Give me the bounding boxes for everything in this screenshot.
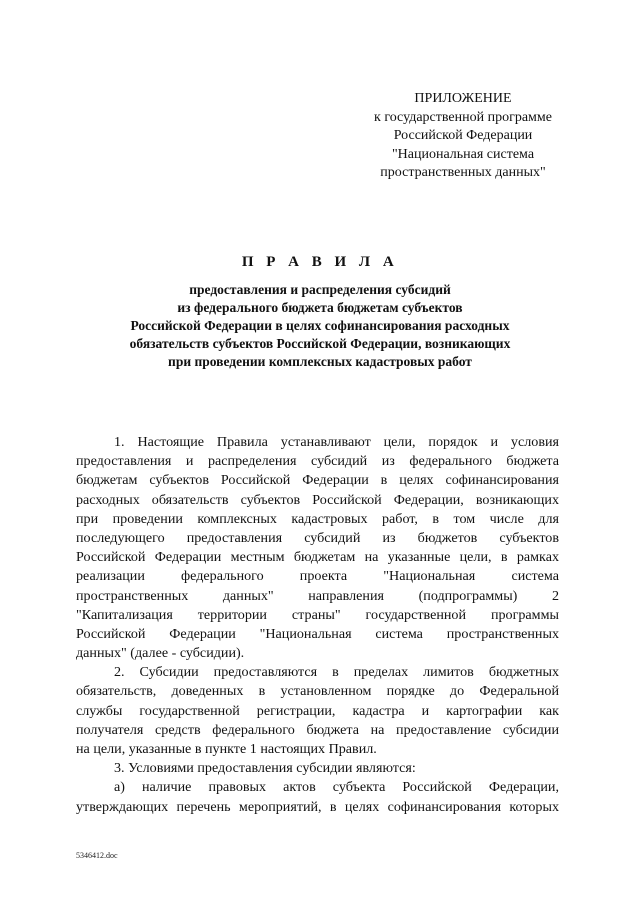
body-line: последующего предоставления субсидий из бюджетов субъектов	[76, 529, 559, 546]
subtitle-line: при проведении комплексных кадастровых работ	[168, 354, 472, 369]
appendix-header	[318, 90, 608, 183]
body-line: получателя средств федерального бюджета на предоставление субсидии	[76, 721, 559, 738]
body-line: службы государственной регистрации, кадастра и картографии как	[76, 702, 559, 719]
body-line: а) наличие правовых актов субъекта Российской Федерации,	[114, 779, 559, 796]
appendix-line: к государственной программе	[374, 109, 552, 125]
body-line: 3. Условиями предоставления субсидии являются:	[114, 760, 416, 777]
subtitle-line: Российской Федерации в целях софинансирования расходных	[130, 318, 510, 333]
body-line: расходных обязательств субъектов Российской Федерации, возникающих	[76, 491, 559, 508]
body-line: утверждающих перечень мероприятий, в целях софинансирования которых	[76, 798, 559, 815]
footer-doc-id: 5346412.doc	[76, 851, 118, 860]
body-line: предоставления и распределения субсидий из федерального бюджета	[76, 453, 559, 470]
body-line: Российской Федерации местным бюджетам на указанные цели, в рамках	[76, 549, 559, 566]
appendix-line: Российской Федерации	[393, 128, 533, 143]
document-subtitle	[60, 281, 580, 371]
body-line: реализации федерального проекта "Национальная система	[76, 568, 559, 585]
body-line: данных" (далее - субсидии).	[76, 645, 245, 662]
appendix-line: пространственных данных"	[380, 165, 546, 180]
appendix-line: "Национальная система	[391, 146, 535, 162]
body-line: 1. Настоящие Правила устанавливают цели, порядок и условия	[114, 434, 559, 450]
appendix-title: ПРИЛОЖЕНИЕ	[414, 91, 512, 106]
body-line: на цели, указанные в пункте 1 настоящих Правил.	[76, 741, 377, 757]
body-line: пространственных данных" направления (подпрограммы) 2	[76, 587, 559, 604]
body-line: "Капитализация территории страны" государственной программы	[76, 606, 559, 623]
body-line: обязательств, доведенных в установленном порядке до Федеральной	[76, 683, 559, 700]
body-line: бюджетам субъектов Российской Федерации в целях софинансирования	[76, 472, 559, 489]
document-title: П Р А В И Л А	[241, 254, 399, 270]
body-line: 2. Субсидии предоставляются в пределах лимитов бюджетных	[114, 664, 559, 681]
document-body	[76, 433, 559, 817]
subtitle-line: обязательств субъектов Российской Федерации, возникающих	[129, 336, 511, 351]
body-line: при проведении комплексных кадастровых работ, в том числе для	[76, 510, 559, 527]
subtitle-line: предоставления и распределения субсидий	[189, 282, 451, 297]
subtitle-line: из федерального бюджета бюджетам субъектов	[177, 300, 463, 315]
body-line: Российской Федерации "Национальная система пространственных	[76, 625, 559, 642]
